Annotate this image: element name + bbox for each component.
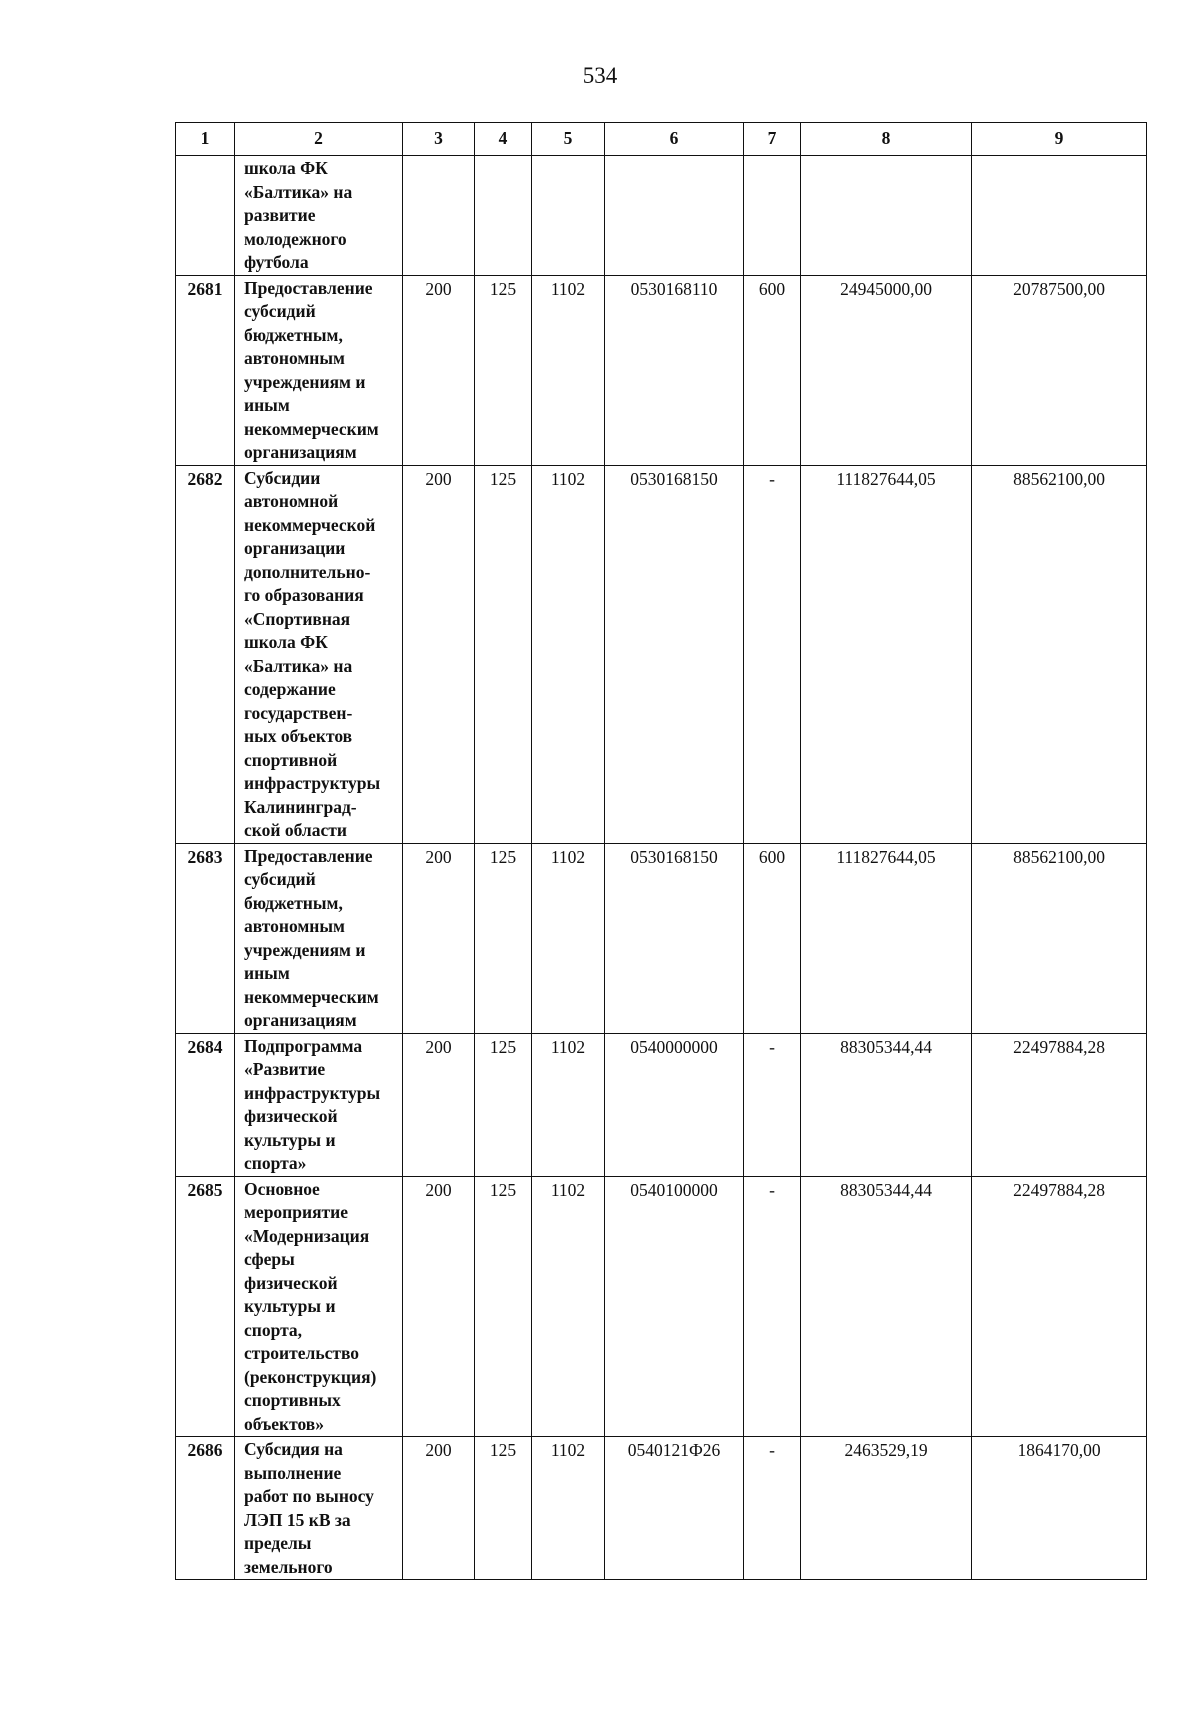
cell-name-line: Субсидия на [244,1439,343,1459]
cell-name-line: школа ФК [244,158,328,178]
cell-code-6: 0540121Ф26 [605,1437,744,1580]
cell-name-line: инфраструктуры [244,773,381,793]
cell-name-line: организациям [244,442,357,462]
cell-name-line: земельного [244,1556,333,1577]
cell-name-line: развитие [244,205,316,225]
cell-name [235,275,403,465]
cell-name-line: Предоставление [244,845,373,866]
cell-amount-8: 88305344,44 [801,1176,972,1437]
cell-code-4: 125 [475,843,532,1033]
cell-row-number [176,156,235,276]
cell-code-6: 0530168110 [605,275,744,465]
cell-code-3: 200 [403,843,475,1033]
column-header: 7 [744,123,801,156]
cell-amount-9: 22497884,28 [972,1176,1147,1437]
cell-name-line: учреждениям и [244,939,366,960]
table-row [176,1437,1147,1580]
cell-name-line: выполнение [244,1462,342,1483]
cell-name-line: Калининград- [244,796,357,817]
cell-code-4: 125 [475,275,532,465]
cell-name-line: ской области [244,820,347,840]
cell-name-line: строительство [244,1343,360,1363]
cell-name [235,1176,403,1437]
cell-name-line: инфраструктуры [244,1082,381,1103]
cell-code-5: 1102 [532,843,605,1033]
cell-name-line: учреждениям и [244,371,366,392]
cell-name-line: футбола [244,252,309,272]
cell-code-7 [744,156,801,276]
cell-code-7: - [744,1033,801,1176]
cell-name-line: автономной [244,491,339,511]
cell-amount-9: 88562100,00 [972,843,1147,1033]
cell-name-line: организации [244,538,346,558]
cell-code-6: 0530168150 [605,843,744,1033]
column-header: 6 [605,123,744,156]
cell-name-line: культуры и [244,1129,336,1150]
cell-code-6: 0530168150 [605,465,744,843]
table-header-row [176,123,1147,156]
cell-name-line: автономным [244,348,345,368]
table-row [176,1176,1147,1437]
table-row [176,275,1147,465]
cell-code-3: 200 [403,465,475,843]
cell-name-line: автономным [244,916,345,936]
page-number: 534 [582,63,618,88]
cell-name-line: некоммерческой [244,514,376,535]
column-header: 5 [532,123,605,156]
cell-name-line: некоммерческим [244,986,379,1007]
column-header: 1 [176,123,235,156]
cell-name-line: Субсидии [244,467,321,488]
cell-amount-8: 2463529,19 [801,1437,972,1580]
cell-name-line: мероприятие [244,1202,348,1222]
cell-amount-8 [801,156,972,276]
cell-name-line: го образования [244,585,364,605]
column-header: 4 [475,123,532,156]
cell-code-5: 1102 [532,1437,605,1580]
cell-name-line: объектов» [244,1413,324,1434]
cell-name-line: содержание [244,679,336,699]
cell-code-3: 200 [403,1176,475,1437]
cell-code-6: 0540100000 [605,1176,744,1437]
cell-row-number: 2684 [176,1033,235,1176]
cell-row-number: 2683 [176,843,235,1033]
cell-amount-8: 111827644,05 [801,843,972,1033]
cell-amount-9: 22497884,28 [972,1033,1147,1176]
cell-code-3: 200 [403,1437,475,1580]
cell-code-4: 125 [475,465,532,843]
table-row [176,156,1147,276]
cell-name-line: спортивных [244,1390,341,1410]
cell-name [235,1033,403,1176]
cell-name-line: субсидий [244,869,316,889]
cell-row-number: 2685 [176,1176,235,1437]
column-header: 3 [403,123,475,156]
cell-code-4: 125 [475,1033,532,1176]
cell-code-7: 600 [744,843,801,1033]
column-header: 9 [972,123,1147,156]
cell-amount-9: 88562100,00 [972,465,1147,843]
column-header: 2 [235,123,403,156]
cell-name-line: государствен- [244,702,353,723]
cell-name-line: субсидий [244,301,316,321]
cell-name-line: школа ФК [244,632,328,652]
cell-name [235,465,403,843]
cell-name-line: ЛЭП 15 кВ за [244,1509,351,1530]
cell-name-line: организациям [244,1010,357,1030]
cell-row-number: 2681 [176,275,235,465]
cell-name-line: «Балтика» на [244,655,353,676]
cell-name-line: «Спортивная [244,608,351,629]
table-body [176,156,1147,1580]
cell-name-line: физической [244,1272,338,1293]
cell-code-7: 600 [744,275,801,465]
cell-name-line: Основное [244,1178,320,1199]
cell-name-line: (реконструкция) [244,1366,377,1387]
budget-table [175,122,1147,1580]
cell-code-7: - [744,465,801,843]
cell-code-5 [532,156,605,276]
cell-name-line: работ по выносу [244,1486,374,1506]
column-header: 8 [801,123,972,156]
cell-name [235,1437,403,1580]
cell-name-line: спортивной [244,749,338,770]
cell-name-line: иным [244,395,290,415]
cell-name-line: «Развитие [244,1059,326,1079]
cell-amount-9: 20787500,00 [972,275,1147,465]
cell-code-7: - [744,1176,801,1437]
cell-code-5: 1102 [532,465,605,843]
cell-name-line: физической [244,1106,338,1126]
cell-amount-9 [972,156,1147,276]
cell-name-line: бюджетным, [244,324,343,345]
cell-name-line: молодежного [244,228,347,249]
cell-name-line: ных объектов [244,726,353,746]
table-row [176,843,1147,1033]
cell-name-line: бюджетным, [244,892,343,913]
cell-code-5: 1102 [532,1176,605,1437]
cell-name-line: культуры и [244,1296,336,1316]
cell-name [235,156,403,276]
cell-code-7: - [744,1437,801,1580]
cell-code-4 [475,156,532,276]
cell-name-line: дополнительно- [244,561,371,582]
table-row [176,1033,1147,1176]
cell-name-line: Подпрограмма [244,1035,363,1056]
cell-amount-9: 1864170,00 [972,1437,1147,1580]
cell-amount-8: 24945000,00 [801,275,972,465]
cell-name [235,843,403,1033]
cell-name-line: спорта» [244,1153,307,1173]
cell-amount-8: 88305344,44 [801,1033,972,1176]
cell-code-3: 200 [403,1033,475,1176]
table-row [176,465,1147,843]
cell-code-6: 0540000000 [605,1033,744,1176]
cell-name-line: иным [244,963,290,983]
cell-name-line: «Модернизация [244,1225,370,1246]
cell-name-line: некоммерческим [244,418,379,439]
cell-code-3 [403,156,475,276]
cell-code-5: 1102 [532,1033,605,1176]
cell-row-number: 2682 [176,465,235,843]
cell-name-line: сферы [244,1249,295,1269]
cell-name-line: «Балтика» на [244,181,353,202]
cell-code-4: 125 [475,1437,532,1580]
cell-code-4: 125 [475,1176,532,1437]
cell-row-number: 2686 [176,1437,235,1580]
cell-code-6 [605,156,744,276]
cell-amount-8: 111827644,05 [801,465,972,843]
cell-code-3: 200 [403,275,475,465]
cell-name-line: спорта, [244,1319,303,1340]
cell-name-line: Предоставление [244,277,373,298]
cell-code-5: 1102 [532,275,605,465]
cell-name-line: пределы [244,1533,312,1553]
